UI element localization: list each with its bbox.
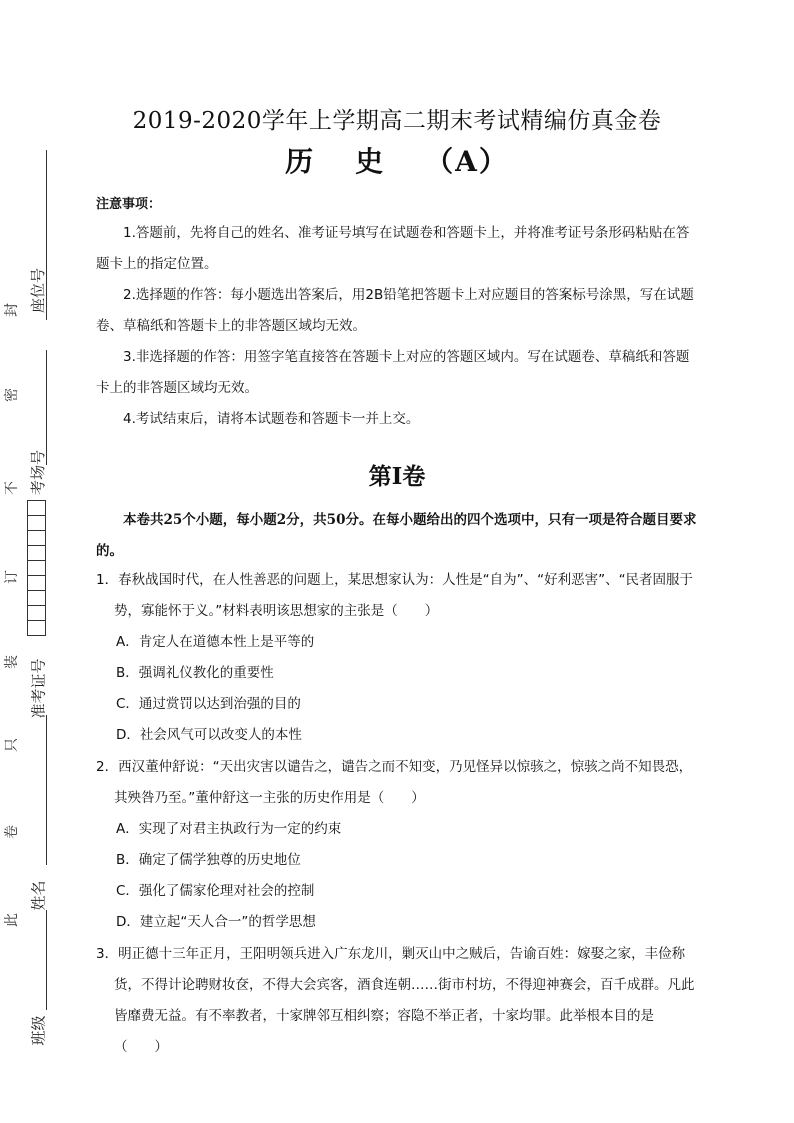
seat-number-label: 座位号 xyxy=(29,267,48,314)
option-b: B．确定了儒学独尊的历史地位 xyxy=(116,852,301,868)
admission-number-label: 准考证号 xyxy=(29,658,48,719)
binding-line xyxy=(46,350,47,465)
seal-char: 装 xyxy=(4,655,20,669)
subject-char-1: 历 xyxy=(285,145,316,178)
subject-title xyxy=(0,140,794,180)
name-label: 姓名 xyxy=(29,880,48,911)
notice-item: 3.非选择题的作答：用签字笔直接答在答题卡上对应的答题区域内。写在试题卷、草稿纸和答题卡上的非答题区域均无效。 xyxy=(96,349,690,396)
binding-line xyxy=(46,910,47,1010)
subject-char-2: 史 xyxy=(355,145,386,178)
section-intro: 本卷共25个小题，每小题2分，共50分。在每小题给出的四个选项中，只有一项是符合题目要求的。 xyxy=(96,512,697,559)
seal-char: 此 xyxy=(4,913,20,927)
option-c: C．强化了儒家伦理对社会的控制 xyxy=(116,883,315,899)
question-stem: 2．西汉董仲舒说：“天出灾害以谴告之，谴告之而不知变，乃见怪异以惊骇之，惊骇之尚不知畏恐，其殃咎乃至。”董仲舒这一主张的历史作用是（ ） xyxy=(96,759,693,806)
question-3 xyxy=(96,939,700,1063)
seal-char: 不 xyxy=(4,481,20,495)
seal-char: 封 xyxy=(4,303,20,317)
option-d: D．建立起“天人合一”的哲学思想 xyxy=(116,914,316,930)
seal-char: 订 xyxy=(4,570,20,584)
option-b: B．强调礼仪教化的重要性 xyxy=(116,665,274,681)
option-a: A．肯定人在道德本性上是平等的 xyxy=(116,634,315,650)
question-1 xyxy=(96,565,700,751)
seal-char: 只 xyxy=(4,738,20,752)
seal-char: 卷 xyxy=(4,825,20,839)
notice-item: 2.选择题的作答：每小题选出答案后，用2B铅笔把答题卡上对应题目的答案标号涂黑，写在试题卷、草稿纸和答题卡上的非答题区域均无效。 xyxy=(96,287,694,334)
exam-title: 2019-2020学年上学期高二期末考试精编仿真金卷 xyxy=(132,108,662,134)
section-title: 第Ⅰ卷 xyxy=(368,463,426,490)
exam-room-label: 考场号 xyxy=(29,449,48,496)
question-stem: 1．春秋战国时代，在人性善恶的问题上，某思想家认为：人性是“自为”、“好利恶害”、“民者固服于势，寡能怀于义。”材料表明该思想家的主张是（ ） xyxy=(96,572,694,619)
notice-item: 1.答题前，先将自己的姓名、准考证号填写在试题卷和答题卡上，并将准考证号条形码粘贴在答题卡上的指定位置。 xyxy=(96,225,690,272)
option-c: C．通过赏罚以达到治强的目的 xyxy=(116,696,301,712)
seal-char: 密 xyxy=(4,388,20,402)
question-2 xyxy=(96,752,700,938)
subject-version: （A） xyxy=(425,145,509,178)
notice-heading: 注意事项： xyxy=(96,197,162,212)
binding-line xyxy=(46,715,47,865)
class-label: 班级 xyxy=(29,1015,48,1046)
option-a: A．实现了对君主执政行为一定的约束 xyxy=(116,821,342,837)
notice-item: 4.考试结束后，请将本试题卷和答题卡一并上交。 xyxy=(123,411,420,427)
question-stem: 3．明正德十三年正月，王阳明领兵进入广东龙川，剿灭山中之贼后，告谕百姓：嫁娶之家，丰俭称货，不得计论聘财妆奁，不得大会宾客，酒食连朝……街市村坊，不得迎神赛会，百千成群。凡此皆靡费无益。有不率教者，十家牌邻互相纠察；容隐不举正者，十家均罪。此举根本目的是（ ） xyxy=(96,946,695,1055)
admission-number-boxes xyxy=(27,500,46,636)
option-d: D．社会风气可以改变人的本性 xyxy=(116,727,302,743)
